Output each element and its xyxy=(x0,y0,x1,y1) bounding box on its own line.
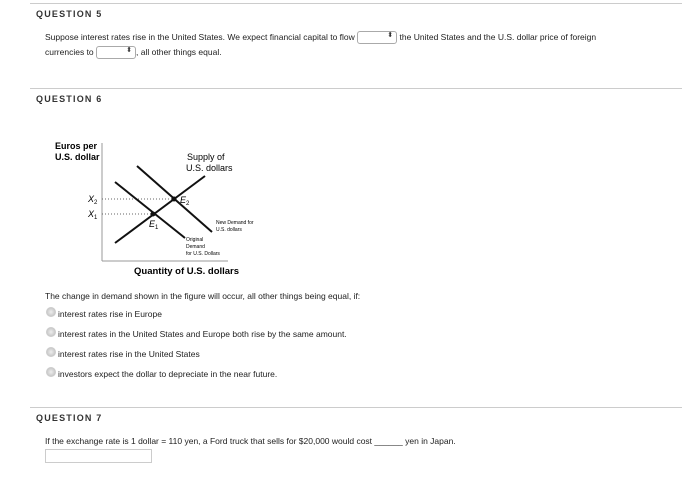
supply-label: U.S. dollars xyxy=(186,163,233,173)
e1-point xyxy=(151,212,156,217)
new-demand-label: New Demand for xyxy=(216,220,254,226)
e2-point xyxy=(172,197,177,202)
x2-label: X xyxy=(88,194,95,204)
option-label[interactable]: interest rates rise in the United States xyxy=(58,349,200,359)
original-demand-label: Demand xyxy=(186,244,205,250)
option-radio[interactable] xyxy=(46,347,56,357)
x1-subscript: 1 xyxy=(94,215,98,221)
e1-label: E xyxy=(149,219,156,229)
option-label[interactable]: investors expect the dollar to depreciate in the near future. xyxy=(58,369,278,379)
new-demand-label: U.S. dollars xyxy=(216,227,242,233)
option-radio[interactable] xyxy=(46,327,56,337)
divider xyxy=(30,407,682,408)
y-axis-label: Euros per xyxy=(55,141,98,151)
original-demand-curve xyxy=(115,182,185,238)
e2-subscript: 2 xyxy=(186,201,190,207)
y-axis-label: U.S. dollar xyxy=(55,152,100,162)
question-7-text: If the exchange rate is 1 dollar = 110 yen, a Ford truck that sells for $20,000 would cost ______ yen in Japan. xyxy=(45,436,456,446)
select-arrows-icon: ⬍ xyxy=(126,47,133,54)
x1-label: X xyxy=(88,209,95,219)
original-demand-label: for U.S. Dollars xyxy=(186,251,220,257)
option-label[interactable]: interest rates rise in Europe xyxy=(58,309,162,319)
supply-label: Supply of xyxy=(187,152,225,162)
original-demand-label: Original xyxy=(186,237,204,243)
q5-text-part: the United States and the U.S. dollar price of foreign xyxy=(399,31,597,42)
option-radio[interactable] xyxy=(46,307,56,317)
question-5-title: QUESTION 5 xyxy=(36,9,103,19)
question-6-title: QUESTION 6 xyxy=(36,94,103,104)
select-arrows-icon: ⬍ xyxy=(387,32,394,39)
e1-subscript: 1 xyxy=(155,225,159,231)
option-label[interactable]: interest rates in the United States and Europe both rise by the same amount. xyxy=(58,329,347,339)
question-6-prompt: The change in demand shown in the figure will occur, all other things being equal, if: xyxy=(45,291,361,301)
question-7-title: QUESTION 7 xyxy=(36,413,103,423)
q5-text-part: Suppose interest rates rise in the United States. We expect financial capital to flow xyxy=(45,31,355,42)
q5-text-part: , all other things equal. xyxy=(136,46,222,57)
q5-text-part: currencies to xyxy=(45,46,94,57)
x2-subscript: 2 xyxy=(94,200,98,206)
answer-input[interactable] xyxy=(45,449,152,463)
x-axis-label: Quantity of U.S. dollars xyxy=(134,266,240,277)
e2-label: E xyxy=(180,195,187,205)
option-radio[interactable] xyxy=(46,367,56,377)
